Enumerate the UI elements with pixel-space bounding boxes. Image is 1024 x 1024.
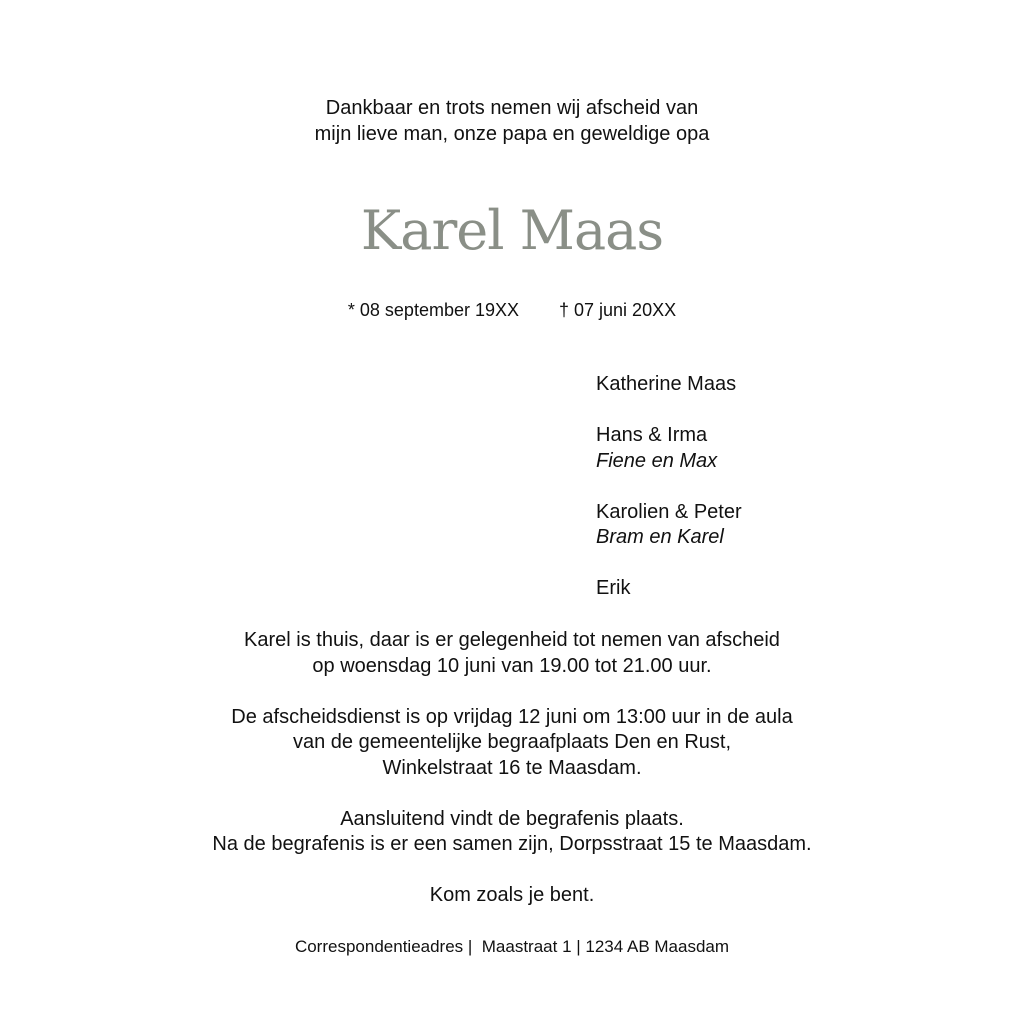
death-date: † 07 juni 20XX	[559, 300, 677, 320]
family-names: Karolien & Peter	[596, 500, 742, 523]
family-group	[596, 423, 742, 474]
birth-date: * 08 september 19XX	[347, 300, 519, 320]
closing-line: Kom zoals je bent.	[429, 884, 595, 906]
service-line-1: De afscheidsdienst is op vrijdag 12 juni om 13:00 uur in de aula	[231, 705, 793, 728]
deceased-name: Karel Maas	[360, 199, 664, 262]
intro-text	[0, 95, 1024, 147]
visitation-paragraph	[0, 628, 1024, 679]
family-group	[596, 500, 742, 551]
visitation-line-2: op woensdag 10 juni van 19.00 tot 21.00 uur.	[312, 654, 712, 677]
service-paragraph	[0, 705, 1024, 782]
family-names: Erik	[596, 577, 631, 599]
correspondence-address: Correspondentieadres | Maastraat 1 | 1234 AB Maasdam	[294, 937, 730, 956]
service-line-3: Winkelstraat 16 te Maasdam.	[382, 756, 642, 779]
service-line-2: van de gemeentelijke begraafplaats Den en Rust,	[292, 731, 732, 753]
visitation-line-1: Karel is thuis, daar is er gelegenheid tot nemen van afscheid	[244, 629, 780, 651]
intro-line-1: Dankbaar en trots nemen wij afscheid van	[325, 97, 699, 119]
grandchildren-names: Bram en Karel	[596, 526, 724, 548]
family-group	[596, 576, 742, 602]
family-names: Hans & Irma	[596, 424, 708, 446]
intro-line-2: mijn lieve man, onze papa en geweldige opa	[314, 123, 710, 145]
family-names: Katherine Maas	[596, 373, 737, 395]
burial-line-2: Na de begrafenis is er een samen zijn, Dorpsstraat 15 te Maasdam.	[212, 833, 812, 855]
burial-line-1: Aansluitend vindt de begrafenis plaats.	[340, 807, 684, 830]
family-group	[596, 372, 742, 398]
ceremony-info	[0, 628, 1024, 909]
burial-paragraph	[0, 807, 1024, 858]
grandchildren-names: Fiene en Max	[596, 449, 718, 472]
life-dates	[0, 297, 1024, 323]
closing-paragraph	[0, 883, 1024, 909]
family-list	[596, 372, 742, 602]
